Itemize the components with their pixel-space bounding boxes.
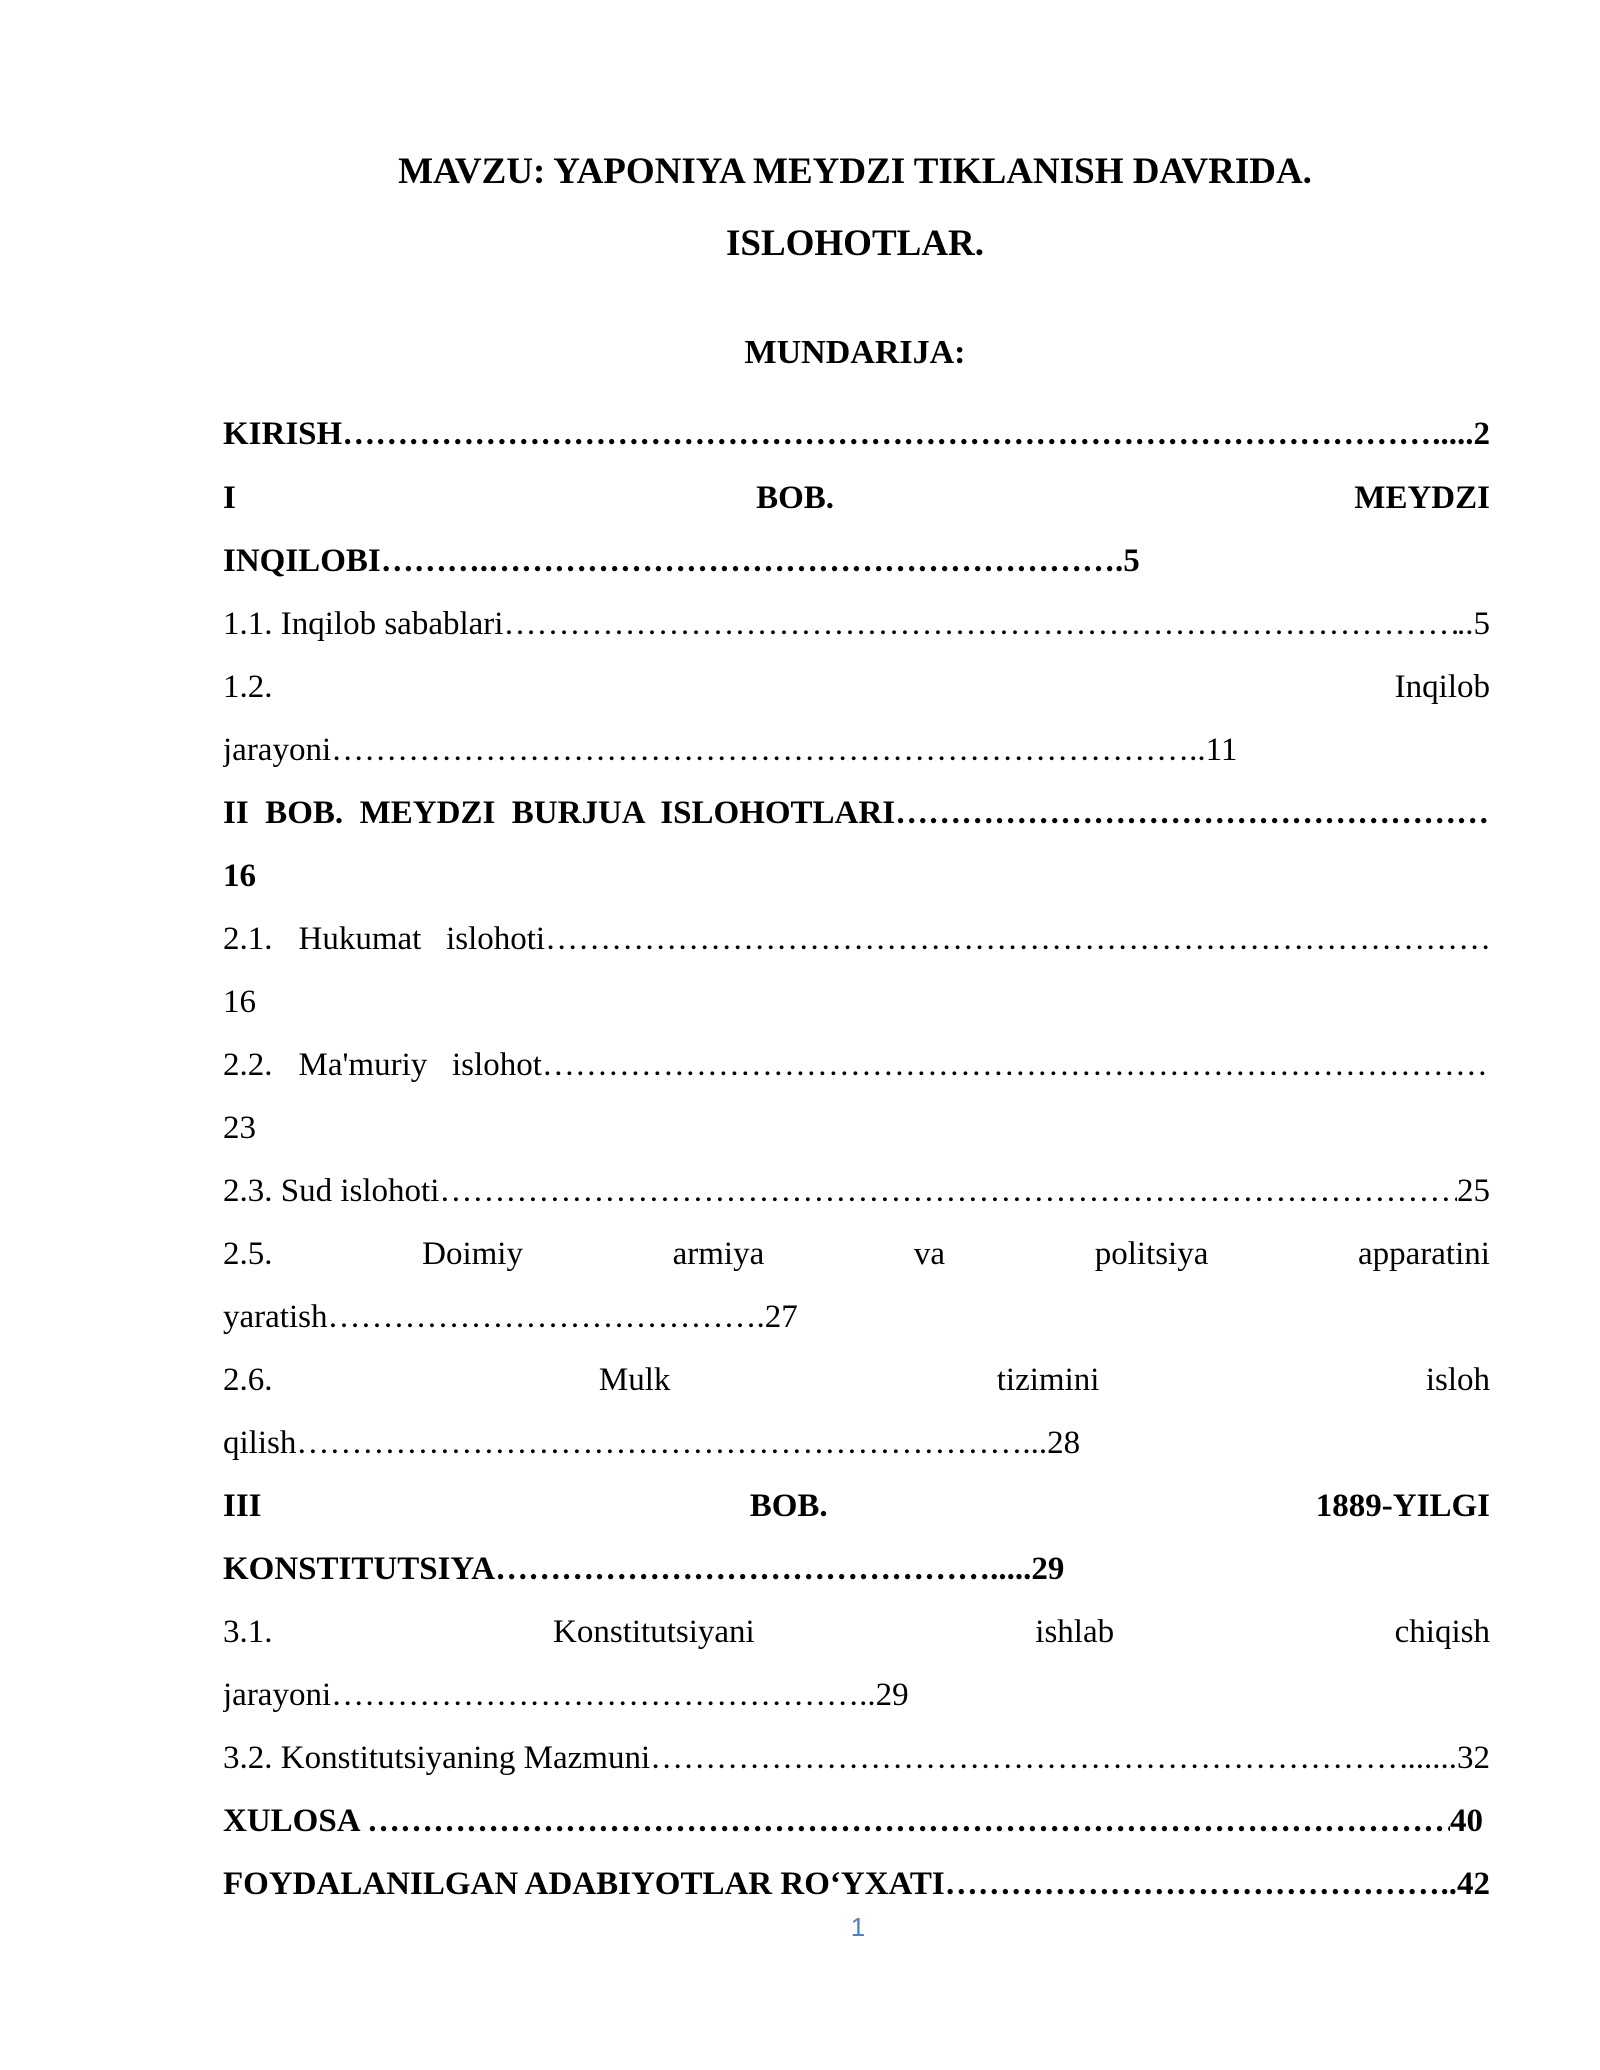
toc-word: apparatini (1358, 1236, 1490, 1272)
toc-entry-page: ......32 (1407, 1740, 1490, 1776)
toc-word: Mulk (598, 1362, 671, 1398)
toc-word: 3.1. (223, 1614, 273, 1650)
toc-entry-bob1-line2 (223, 539, 1490, 583)
toc-word: va (913, 1236, 946, 1272)
toc-entry-2-2-line1 (223, 1043, 1490, 1087)
toc-entry-label: KONSTITUTSIYA (223, 1551, 496, 1587)
toc-word: Doimiy (422, 1236, 523, 1272)
toc-word: Konstitutsiyani (553, 1614, 755, 1650)
toc-entry-label: KIRISH (223, 416, 343, 452)
document-title-line-2: ISLOHOTLAR. (725, 223, 985, 264)
toc-leader-dots (545, 917, 1490, 961)
toc-entry-2-1-line2 (223, 980, 1490, 1024)
toc-leader-dots (503, 602, 1457, 646)
toc-leader-dots (342, 412, 1432, 456)
toc-heading: MUNDARIJA: (744, 334, 966, 371)
toc-entry-2-2-line2 (223, 1106, 1490, 1150)
toc-entry-page: 16 (223, 858, 256, 894)
toc-word: politsiya (1094, 1236, 1209, 1272)
toc-leader-dots: …………………………………………………………………….. (331, 732, 1206, 768)
toc-word: tizimini (996, 1362, 1100, 1398)
toc-word: BOB. (756, 480, 835, 516)
toc-entry-1-2-line2 (223, 728, 1490, 772)
toc-entry-number: 2.2. (223, 1047, 273, 1083)
toc-word: 1889-YILGI (1315, 1488, 1490, 1524)
toc-entry-3-1-line1 (223, 1610, 1490, 1654)
toc-entry-label: Hukumat islohoti (298, 921, 546, 957)
toc-entry-2-5-line1 (223, 1232, 1490, 1276)
toc-word: I (223, 480, 236, 516)
toc-word: ishlab (1035, 1614, 1115, 1650)
toc-entry-page: 11 (1205, 732, 1238, 768)
page-number: 1 (850, 1912, 866, 1942)
toc-entry-bob3-line1 (223, 1484, 1490, 1528)
toc-entry-label: 2.3. Sud islohoti (223, 1173, 440, 1209)
toc-leader-dots: …………………………………. (327, 1299, 765, 1335)
toc-leader-dots (650, 1736, 1407, 1780)
toc-entry-2-5-line2 (223, 1295, 1490, 1339)
toc-entry-2-6-line2 (223, 1421, 1490, 1465)
toc-entry-label: 1.1. Inqilob sabablari (223, 606, 504, 642)
toc-entry-bob2-line2 (223, 854, 1490, 898)
toc-entry-3-2 (223, 1736, 1490, 1780)
toc-entry-page: ..42 (1440, 1866, 1490, 1902)
toc-entry-bob2-line1 (223, 791, 1490, 835)
toc-leader-dots (439, 1169, 1457, 1213)
toc-word: 2.6. (223, 1362, 273, 1398)
toc-leader-dots: ………………………………………..... (495, 1551, 1032, 1587)
toc-entry-page: 29 (875, 1677, 909, 1713)
toc-entry-label: 3.2. Konstitutsiyaning Mazmuni (223, 1740, 651, 1776)
toc-entry-label: qilish (223, 1425, 297, 1461)
toc-entry-page: 25 (1457, 1173, 1490, 1209)
toc-entry-page: ..5 (1457, 606, 1490, 642)
toc-leader-dots (542, 1043, 1490, 1087)
toc-entry-label: jarayoni (223, 732, 332, 768)
toc-word: isloh (1425, 1362, 1490, 1398)
toc-leader-dots (895, 791, 1490, 835)
toc-entry-page: 16 (223, 984, 256, 1020)
toc-entry-bibliography (223, 1862, 1490, 1906)
toc-entry-2-6-line1 (223, 1358, 1490, 1402)
document-title-line-1: MAVZU: YAPONIYA MEYDZI TIKLANISH DAVRIDA. (398, 151, 1312, 192)
toc-entry-label: XULOSA (223, 1803, 367, 1839)
toc-entry-label: Ma'muriy islohot (298, 1047, 542, 1083)
toc-entry-xulosa (223, 1799, 1483, 1843)
toc-entry-1-2-line1 (223, 665, 1490, 709)
toc-word: 1.2. (223, 669, 273, 705)
toc-entry-label: jarayoni (223, 1677, 332, 1713)
toc-entry-label: yaratish (223, 1299, 328, 1335)
toc-word: MEYDZI (1354, 480, 1490, 516)
toc-entry-page: .....2 (1432, 416, 1490, 452)
toc-word: BOB. (749, 1488, 828, 1524)
toc-entry-number: 2.1. (223, 921, 273, 957)
toc-leader-dots (945, 1862, 1441, 1906)
toc-entry-page: 5 (1123, 543, 1140, 579)
toc-entry-label: FOYDALANILGAN ADABIYOTLAR RO‘YXATI (223, 1866, 945, 1902)
toc-entry-label: II BOB. MEYDZI BURJUA ISLOHOTLARI (223, 795, 896, 831)
toc-entry-label: INQILOBI (223, 543, 381, 579)
toc-entry-3-1-line2 (223, 1673, 1490, 1717)
toc-word: III (223, 1488, 262, 1524)
toc-word: Inqilob (1394, 669, 1490, 705)
toc-entry-kirish (223, 412, 1490, 456)
toc-entry-page: 27 (764, 1299, 798, 1335)
toc-word: chiqish (1394, 1614, 1490, 1650)
toc-entry-bob1-line1 (223, 476, 1490, 520)
toc-entry-bob3-line2 (223, 1547, 1490, 1591)
toc-entry-2-1-line1 (223, 917, 1490, 961)
toc-word: armiya (672, 1236, 765, 1272)
toc-leader-dots: …………………………………………………………... (296, 1425, 1048, 1461)
toc-entry-page: 29 (1031, 1551, 1065, 1587)
toc-leader-dots: ………………………………………….. (331, 1677, 876, 1713)
toc-entry-page: 23 (223, 1110, 256, 1146)
toc-leader-dots: ……….…………………………………………………. (380, 543, 1124, 579)
toc-leader-dots (367, 1799, 1450, 1843)
toc-entry-page: 28 (1047, 1425, 1081, 1461)
toc-entry-2-3 (223, 1169, 1490, 1213)
toc-word: 2.5. (223, 1236, 273, 1272)
toc-entry-page: 40 (1450, 1803, 1483, 1839)
toc-entry-1-1 (223, 602, 1490, 646)
